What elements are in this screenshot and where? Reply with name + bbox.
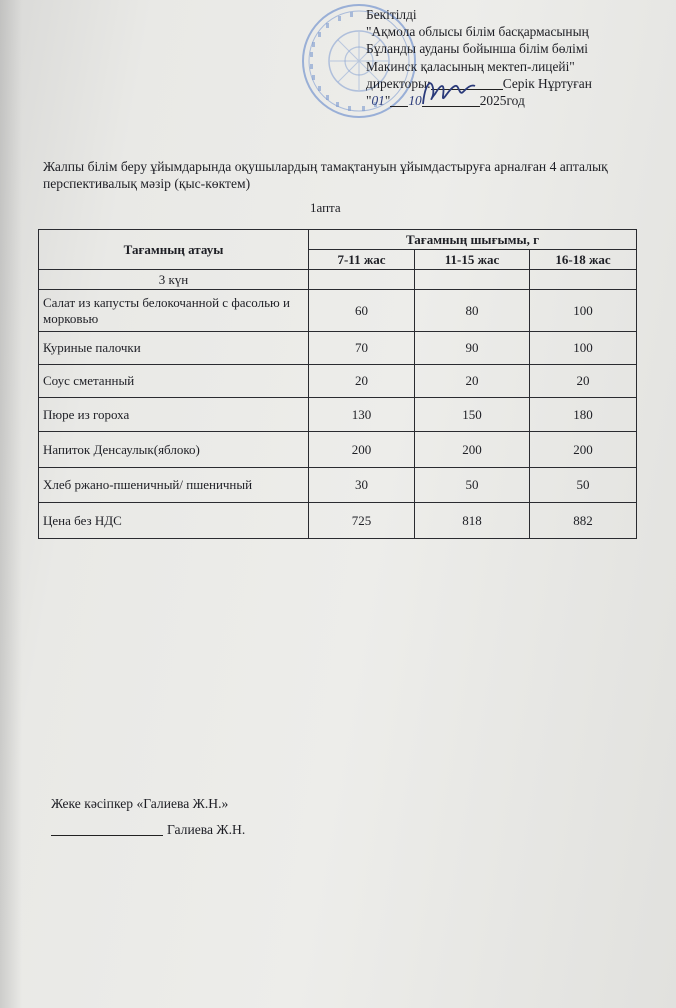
table-row: [39, 290, 637, 332]
cell-16-18: 20: [530, 365, 637, 398]
cell-11-15: 150: [415, 398, 530, 432]
table-row: [39, 432, 637, 468]
price-11-15: 818: [415, 503, 530, 539]
table-row: [39, 365, 637, 398]
price-16-18: 882: [530, 503, 637, 539]
signature-blank: [51, 835, 163, 836]
cell-16-18: 50: [530, 468, 637, 503]
dish-name: Пюре из гороха: [39, 398, 309, 432]
name-header: Тағамның атауы: [39, 230, 309, 270]
approval-org-line-3: Макинск қаласының мектеп-лицейі": [366, 58, 575, 74]
director-signature: [405, 74, 495, 114]
week-label: 1апта: [310, 200, 341, 215]
yield-header: Тағамның шығымы, г: [309, 230, 637, 250]
paper-shadow: [0, 0, 22, 1008]
age-header-11-15: 11-15 жас: [415, 250, 530, 270]
menu-table: [38, 229, 637, 539]
approval-heading: Бекітілді: [366, 7, 417, 22]
cell-7-11: 30: [309, 468, 415, 503]
approval-date-line: "01" 10 2025год: [366, 93, 525, 109]
table-row: [39, 398, 637, 432]
table-row: [39, 332, 637, 365]
cell-7-11: 20: [309, 365, 415, 398]
dish-name: Соус сметанный: [39, 365, 309, 398]
cell-11-15: 200: [415, 432, 530, 468]
table-row: [39, 468, 637, 503]
cell-7-11: 200: [309, 432, 415, 468]
cell-11-15: 90: [415, 332, 530, 365]
dish-name: Салат из капусты белокочанной с фасолью и морковью: [39, 290, 309, 332]
cell-16-18: 100: [530, 290, 637, 332]
price-row: [39, 503, 637, 539]
cell-7-11: 60: [309, 290, 415, 332]
day-row: [39, 270, 637, 290]
director-name: Серік Нұртуған: [502, 75, 592, 91]
age-header-16-18: 16-18 жас: [530, 250, 637, 270]
cell-11-15: 20: [415, 365, 530, 398]
document-title: Жалпы білім беру ұйымдарында оқушылардың тамақтануын ұйымдастыруға арналған 4 апталық перспективалық мәзір (қыс-көктем): [43, 159, 608, 191]
date-year: 2025год: [479, 93, 525, 109]
table-header-row: [39, 230, 637, 250]
cell-7-11: 130: [309, 398, 415, 432]
entrepreneur-name: Жеке кәсіпкер «Галиева Ж.Н.»: [51, 796, 229, 811]
age-header-7-11: 7-11 жас: [309, 250, 415, 270]
signatory-name: Галиева Ж.Н.: [167, 822, 246, 837]
director-label: директоры:: [366, 75, 431, 91]
dish-name: Куриные палочки: [39, 332, 309, 365]
cell-16-18: 100: [530, 332, 637, 365]
dish-name: Напиток Денсаулык(яблоко): [39, 432, 309, 468]
signature-line: [51, 822, 245, 838]
approval-org-line-1: "Ақмола облысы білім басқармасының: [366, 24, 589, 40]
cell-16-18: 200: [530, 432, 637, 468]
cell-11-15: 80: [415, 290, 530, 332]
date-day: 01: [371, 93, 385, 109]
date-month: 10: [408, 93, 422, 109]
cell-7-11: 70: [309, 332, 415, 365]
price-label: Цена без НДС: [39, 503, 309, 539]
dish-name: Хлеб ржано-пшеничный/ пшеничный: [39, 468, 309, 503]
cell-11-15: 50: [415, 468, 530, 503]
cell-16-18: 180: [530, 398, 637, 432]
approval-org-line-2: Бұланды ауданы бойынша білім бөлімі: [366, 41, 589, 57]
price-7-11: 725: [309, 503, 415, 539]
day-label: 3 күн: [39, 270, 309, 290]
